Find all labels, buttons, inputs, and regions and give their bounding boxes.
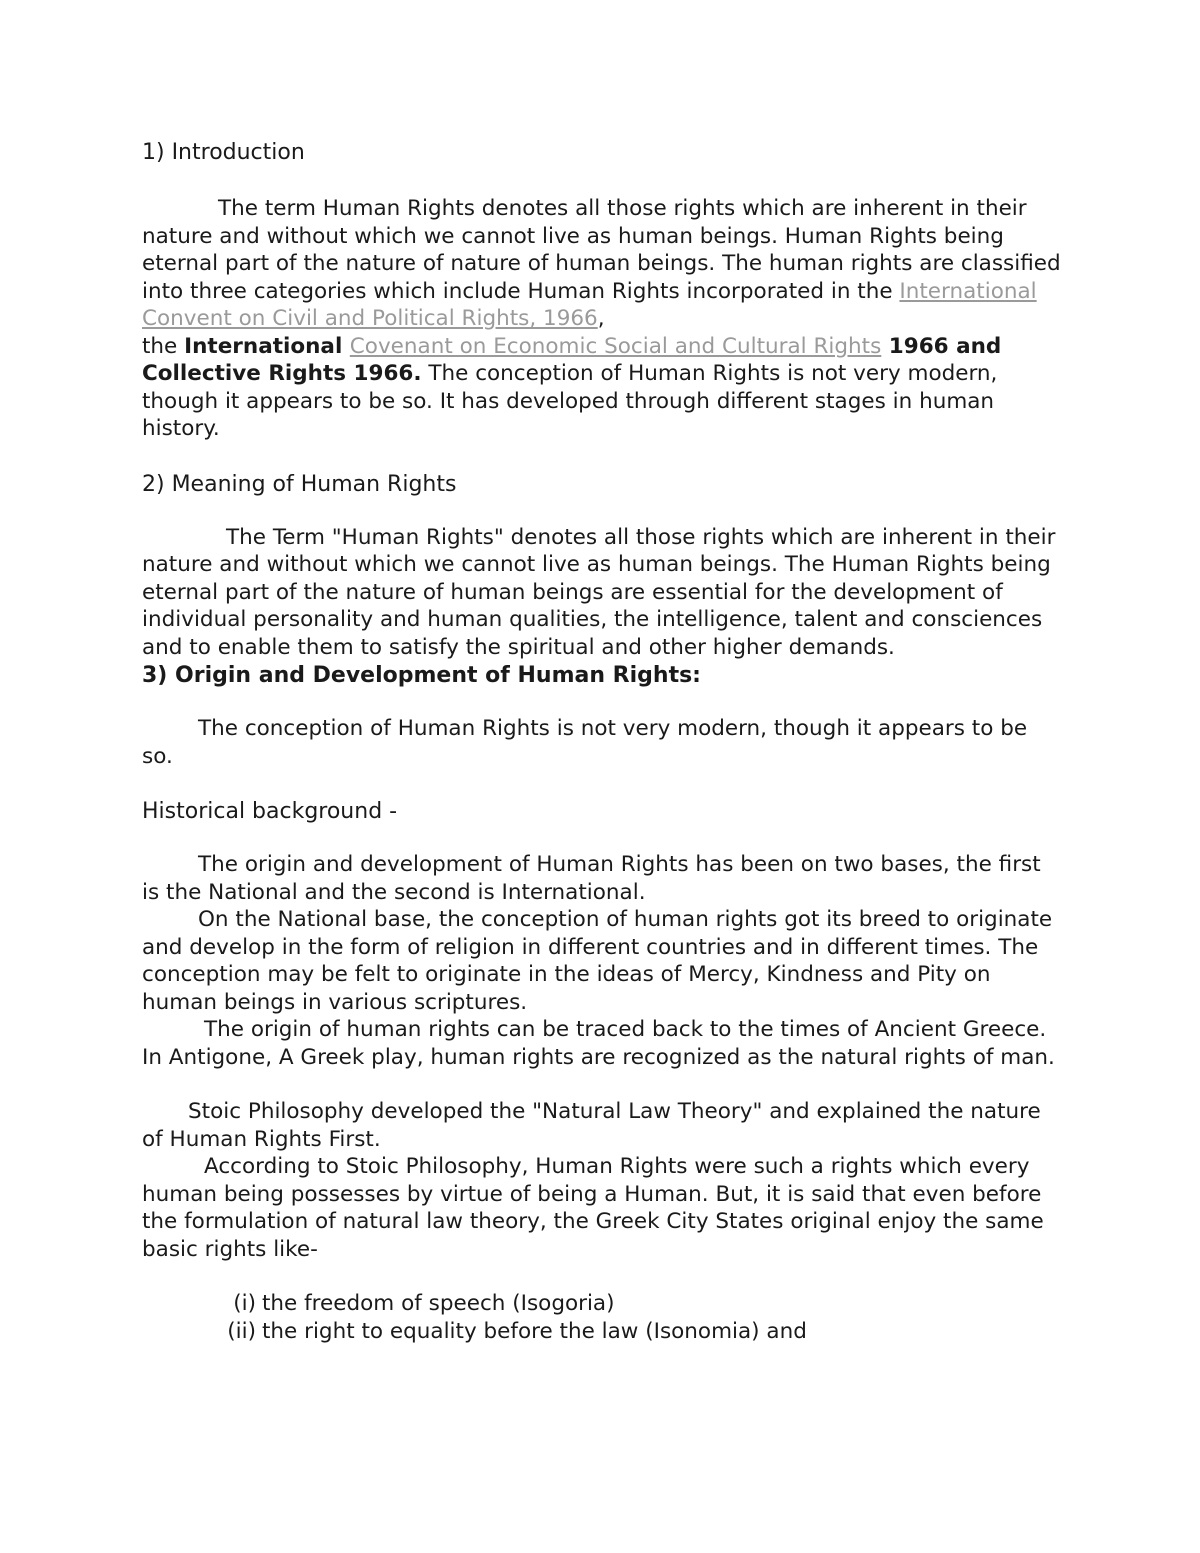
list-item-number: (i): [233, 1291, 256, 1316]
historical-paragraph-4: Stoic Philosophy developed the "Natural Law Theory" and explained the nature of Human Rights First.: [142, 1099, 1041, 1152]
list-item-text: the freedom of speech (Isogoria): [262, 1291, 615, 1316]
historical-paragraph-2: On the National base, the conception of human rights got its breed to originate and develop in the form of religion in different countries and in different times. The conception may be felt to originate in the ideas of Mercy, Kindness and Pity on human beings in various scriptures.: [142, 907, 1053, 1015]
basic-rights-list: [142, 1290, 1062, 1345]
link-iccpr[interactable]: International Convent on Civil and Political Rights, 1966: [142, 278, 1037, 331]
list-item: [142, 1318, 1062, 1346]
section-heading-introduction: 1) Introduction: [142, 140, 305, 165]
introduction-paragraph: The term Human Rights denotes all those rights which are inherent in their nature and without which we cannot live as human beings. Human Rights being eternal part of the nature of nature of human beings. The human rights are classified into three categories which include Human Rights incorporated in the International Convent on Civil and Political Rights, 1966, the International Covenant on Economic Social and Cultural Rights 1966 and Collective Rights 1966. The conception of Human Rights is not very modern, though it appears to be so. It has developed through different stages in human history.: [142, 196, 1061, 441]
list-item-text: the right to equality before the law (Isonomia) and: [262, 1318, 807, 1344]
origin-paragraph: The conception of Human Rights is not very modern, though it appears to be so.: [142, 716, 1028, 769]
historical-paragraph-5: According to Stoic Philosophy, Human Rights were such a rights which every human being possesses by virtue of being a Human. But, it is said that even before the formulation of natural law theory, the Greek City States original enjoy the same basic rights like-: [142, 1154, 1044, 1262]
list-item-number: (ii): [227, 1318, 256, 1344]
historical-paragraph-1: The origin and development of Human Rights has been on two bases, the first is the National and the second is International.: [142, 852, 1041, 905]
link-icescr[interactable]: Covenant on Economic Social and Cultural Rights: [349, 333, 882, 359]
document-page: [142, 138, 1062, 1345]
section-heading-origin: 3) Origin and Development of Human Rights:: [142, 663, 701, 688]
list-item: [142, 1290, 1062, 1318]
section-heading-historical-background: Historical background -: [142, 799, 398, 824]
meaning-paragraph: The Term "Human Rights" denotes all those rights which are inherent in their nature and without which we cannot live as human beings. The Human Rights being eternal part of the nature of human beings are essential for the development of individual personality and human qualities, the intelligence, talent and consciences and to enable them to satisfy the spiritual and other higher demands.: [142, 524, 1056, 660]
historical-paragraph-3: The origin of human rights can be traced back to the times of Ancient Greece. In Antigone, A Greek play, human rights are recognized as the natural rights of man.: [142, 1017, 1055, 1070]
section-heading-meaning: 2) Meaning of Human Rights: [142, 471, 457, 497]
